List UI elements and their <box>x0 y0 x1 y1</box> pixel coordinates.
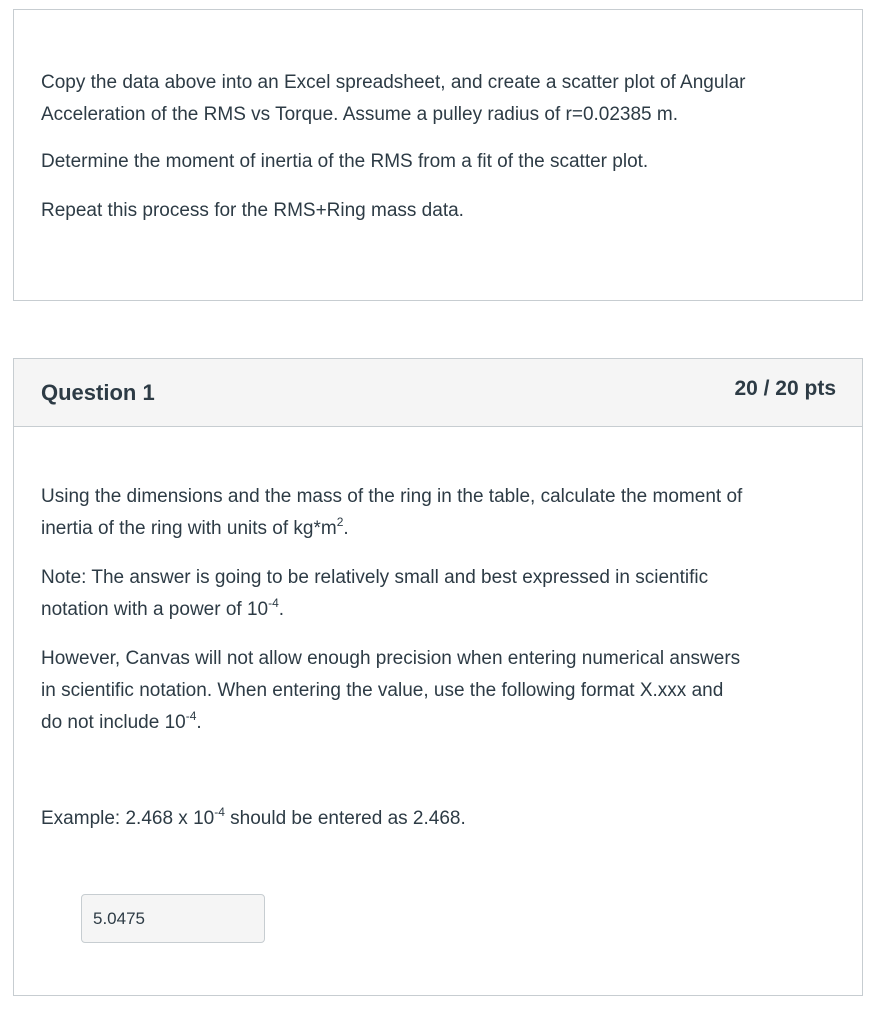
however-line-3 <box>41 707 832 739</box>
intro-paragraph-1 <box>41 67 832 131</box>
question-prompt <box>41 481 832 545</box>
answer-input[interactable] <box>81 894 265 943</box>
question-title: Question 1 <box>41 380 155 405</box>
however-line-1: However, Canvas will not allow enough precision when entering numerical answers <box>41 648 741 669</box>
intro-line-1: Copy the data above into an Excel spreadsheet, and create a scatter plot of Angular <box>41 72 746 93</box>
intro-panel <box>13 9 863 301</box>
question-example <box>41 803 832 835</box>
prompt-line-2-end: . <box>343 518 349 539</box>
example-line <box>41 803 832 835</box>
prompt-line-1: Using the dimensions and the mass of the ring in the table, calculate the moment of <box>41 486 743 507</box>
note-superscript: -4 <box>268 596 279 610</box>
intro-line-2: Acceleration of the RMS vs Torque. Assume a pulley radius of r=0.02385 m. <box>41 104 679 125</box>
however-superscript: -4 <box>185 709 197 723</box>
prompt-superscript: 2 <box>336 515 344 529</box>
question-however <box>41 643 832 739</box>
however-line-3-text: do not include 10 <box>41 712 186 733</box>
intro-line-4: Repeat this process for the RMS+Ring mass data. <box>41 200 464 221</box>
intro-paragraph-2 <box>41 146 832 178</box>
prompt-line-2-text: inertia of the ring with units of kg*m <box>41 518 337 539</box>
note-line-2-end: . <box>278 599 285 620</box>
question-points: 20 / 20 pts <box>734 377 836 400</box>
answer-value: 5.0475 <box>93 909 145 928</box>
note-line-2 <box>41 594 832 626</box>
note-line-2-text: notation with a power of 10 <box>41 599 269 620</box>
intro-paragraph-3 <box>41 195 832 227</box>
example-superscript: -4 <box>214 805 225 819</box>
question-panel <box>13 358 863 996</box>
however-line-2: in scientific notation. When entering the value, use the following format X.xxx and <box>41 680 724 701</box>
example-text-end: should be entered as 2.468. <box>224 808 466 829</box>
prompt-line-2 <box>41 513 832 545</box>
example-text: Example: 2.468 x 10 <box>41 808 215 829</box>
note-line-1: Note: The answer is going to be relatively small and best expressed in scientific <box>41 567 709 588</box>
question-note <box>41 562 832 626</box>
question-header <box>14 359 862 427</box>
intro-line-3: Determine the moment of inertia of the RMS from a fit of the scatter plot. <box>41 151 649 172</box>
however-line-3-end: . <box>196 712 202 733</box>
